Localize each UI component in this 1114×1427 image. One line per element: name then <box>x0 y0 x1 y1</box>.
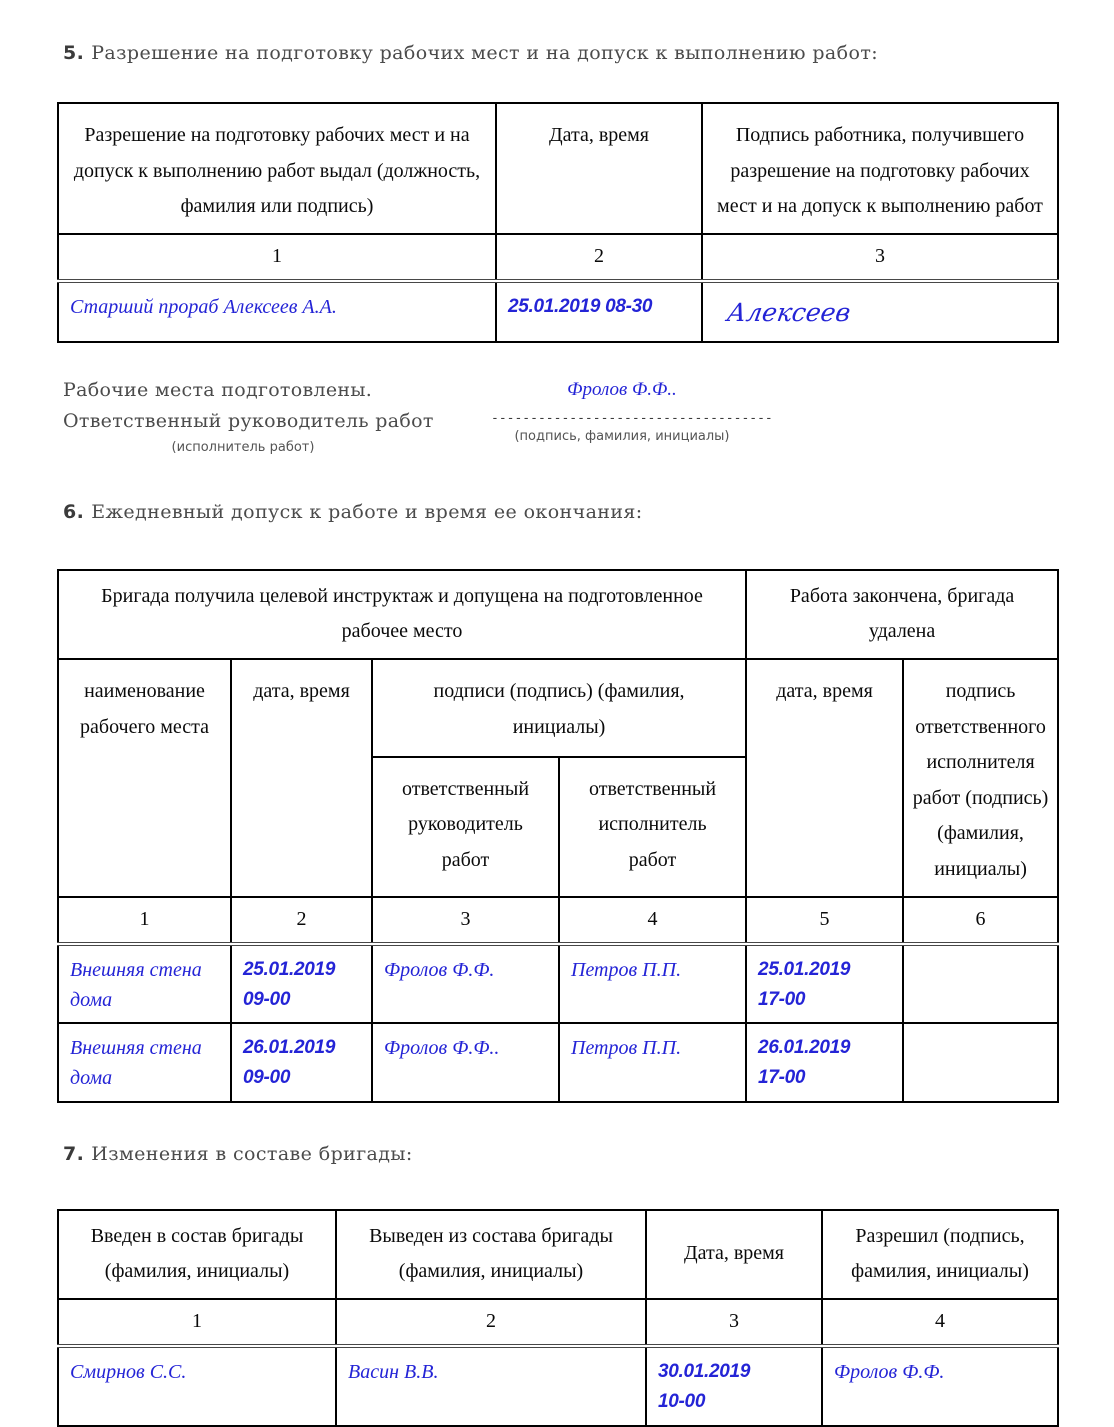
signature-dash-line: ------------------------------------ <box>491 410 773 426</box>
brigade-changes-table <box>57 1209 1059 1427</box>
cell-allowed-by <box>822 1346 1058 1426</box>
header-cell-responsible-head: ответственный руководитель работ <box>372 757 559 897</box>
responsible-executor-value: Петров П.П. <box>571 958 682 981</box>
change-datetime-value: 30.01.2019 10-00 <box>658 1360 751 1413</box>
signature-caption: (подпись, фамилия, инициалы) <box>514 428 730 444</box>
workplace-value: Внешняя стена дома <box>70 958 202 1011</box>
cell-start-datetime <box>231 1023 372 1102</box>
header-cell-signature: Подпись работника, получившего разрешение на подготовку рабочих мест и на допуск к выполнению работ <box>702 103 1058 234</box>
daily-table-data-row <box>58 1023 1058 1102</box>
daily-admission-table <box>57 569 1059 1103</box>
cell-workplace <box>58 944 231 1023</box>
daily-table-subheader-row <box>58 659 1058 757</box>
header-cell-signatures: подписи (подпись) (фамилия, инициалы) <box>372 659 746 757</box>
section-7-heading <box>63 1143 1057 1165</box>
header-cell-executor-signature: подпись ответственного исполнителя работ (подпись) (фамилия, инициалы) <box>903 659 1058 897</box>
brigade-table-number-row <box>58 1299 1058 1346</box>
column-number: 6 <box>903 897 1058 944</box>
cell-responsible-head <box>372 944 559 1023</box>
section-5-heading <box>63 42 1057 64</box>
workplaces-ready-block <box>63 375 1057 455</box>
daily-table-number-row <box>58 897 1058 944</box>
column-number: 4 <box>559 897 746 944</box>
cell-end-datetime <box>746 944 903 1023</box>
cell-responsible-head <box>372 1023 559 1102</box>
column-number: 3 <box>702 234 1058 281</box>
section-7-title: Изменения в составе бригады: <box>91 1142 413 1165</box>
issued-by-value: Старший прораб Алексеев А.А. <box>70 295 337 318</box>
header-cell-datetime: Дата, время <box>646 1210 822 1299</box>
column-number: 5 <box>746 897 903 944</box>
cell-end-datetime <box>746 1023 903 1102</box>
cell-datetime <box>646 1346 822 1426</box>
section-5-title: Разрешение на подготовку рабочих мест и на допуск к выполнению работ: <box>91 42 879 64</box>
cell-removed <box>336 1346 646 1426</box>
workplaces-ready-right <box>491 375 773 455</box>
start-datetime-value: 25.01.2019 09-00 <box>243 958 336 1010</box>
daily-table-data-row <box>58 944 1058 1023</box>
column-number: 1 <box>58 234 496 281</box>
permit-table-number-row <box>58 234 1058 281</box>
section-6-title: Ежедневный допуск к работе и время ее окончания: <box>91 500 643 523</box>
header-cell-workplace: наименование рабочего места <box>58 659 231 897</box>
section-6-heading <box>63 501 1057 523</box>
column-number: 3 <box>372 897 559 944</box>
column-number: 2 <box>336 1299 646 1346</box>
cell-signature <box>702 281 1058 342</box>
cell-workplace <box>58 1023 231 1102</box>
column-number: 2 <box>496 234 702 281</box>
section-7-number: 7. <box>63 1142 85 1165</box>
datetime-value: 25.01.2019 08-30 <box>508 295 653 317</box>
responsible-head-value: Фролов Ф.Ф.. <box>384 1036 500 1059</box>
workplace-value: Внешняя стена дома <box>70 1036 202 1089</box>
end-datetime-value: 25.01.2019 17-00 <box>758 958 851 1010</box>
cell-start-datetime <box>231 944 372 1023</box>
cell-responsible-executor <box>559 944 746 1023</box>
responsible-executor-value: Петров П.П. <box>571 1036 682 1059</box>
executor-caption: (исполнитель работ) <box>171 439 315 455</box>
start-datetime-value: 26.01.2019 09-00 <box>243 1036 336 1088</box>
header-cell-issued-by: Разрешение на подготовку рабочих мест и на допуск к выполнению работ выдал (должность, фамилия или подпись) <box>58 103 496 234</box>
workplaces-ready-line1: Рабочие места подготовлены. <box>63 378 373 401</box>
group-header-admitted: Бригада получила целевой инструктаж и допущена на подготовленное рабочее место <box>58 570 746 659</box>
cell-responsible-executor <box>559 1023 746 1102</box>
header-cell-allowed-by: Разрешил (подпись, фамилия, инициалы) <box>822 1210 1058 1299</box>
column-number: 3 <box>646 1299 822 1346</box>
removed-member-value: Васин В.В. <box>348 1360 439 1383</box>
permit-issue-table <box>57 102 1059 343</box>
responsible-head-value: Фролов Ф.Ф. <box>384 958 495 981</box>
section-6-number: 6. <box>63 500 85 523</box>
permit-table-header-row <box>58 103 1058 234</box>
header-cell-start-datetime: дата, время <box>231 659 372 897</box>
workplaces-ready-line2: Ответственный руководитель работ <box>63 409 434 432</box>
cell-issued-by <box>58 281 496 342</box>
responsible-head-value: Фролов Ф.Ф.. <box>567 378 677 400</box>
permit-table-data-row <box>58 281 1058 342</box>
end-datetime-value: 26.01.2019 17-00 <box>758 1036 851 1088</box>
allowed-by-value: Фролов Ф.Ф. <box>834 1360 945 1383</box>
group-header-finished: Работа закончена, бригада удалена <box>746 570 1058 659</box>
header-cell-end-datetime: дата, время <box>746 659 903 897</box>
cell-datetime <box>496 281 702 342</box>
workplaces-ready-left <box>63 375 465 455</box>
cell-executor-signature <box>903 944 1058 1023</box>
cell-executor-signature <box>903 1023 1058 1102</box>
column-number: 1 <box>58 897 231 944</box>
section-5-number: 5. <box>63 42 85 64</box>
signature-value: Алексеев <box>725 297 853 327</box>
header-cell-responsible-executor: ответственный исполнитель работ <box>559 757 746 897</box>
header-cell-removed: Выведен из состава бригады (фамилия, инициалы) <box>336 1210 646 1299</box>
header-cell-added: Введен в состав бригады (фамилия, инициалы) <box>58 1210 336 1299</box>
column-number: 1 <box>58 1299 336 1346</box>
brigade-table-data-row <box>58 1346 1058 1426</box>
added-member-value: Смирнов С.С. <box>70 1360 187 1383</box>
brigade-table-header-row <box>58 1210 1058 1299</box>
header-cell-datetime: Дата, время <box>496 103 702 234</box>
column-number: 4 <box>822 1299 1058 1346</box>
cell-added <box>58 1346 336 1426</box>
column-number: 2 <box>231 897 372 944</box>
daily-table-group-row <box>58 570 1058 659</box>
